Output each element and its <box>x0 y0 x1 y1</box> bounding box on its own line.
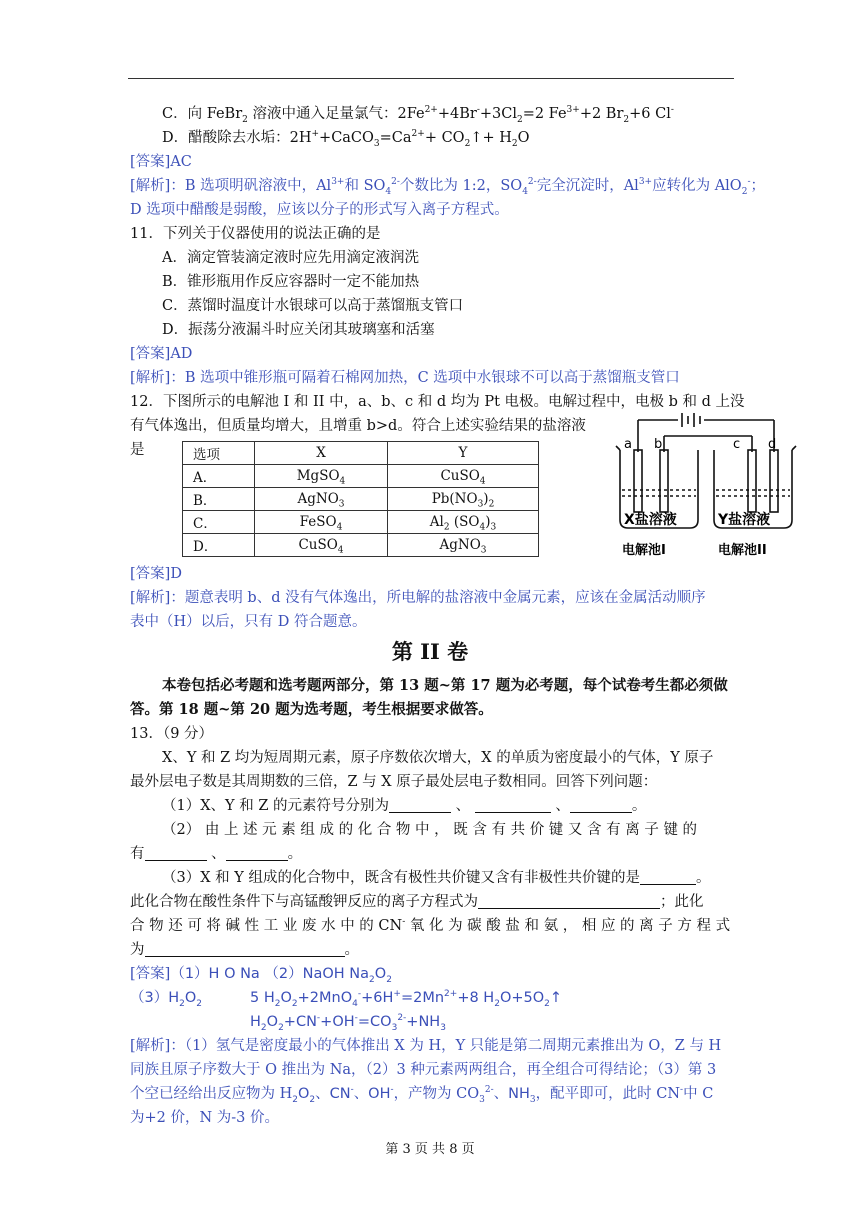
q13-subquestion-3b: 此化合物在酸性条件下与高锰酸钾反应的离子方程式为 ；此化 <box>130 894 704 910</box>
q13-subquestion-1: （1）X、Y 和 Z 的元素符号分别为 、 、 。 <box>162 798 647 814</box>
table-cell: D． <box>183 534 255 557</box>
q11-answer: [答案]AD <box>130 346 193 362</box>
q13-stem: 13．（9 分） <box>130 726 214 742</box>
q10-explanation-2: D 选项中醋酸是弱酸，应该以分子的形式写入离子方程式。 <box>130 202 509 218</box>
q12-answer: [答案]D <box>130 566 182 582</box>
table-cell: $Pb(NO_3)_2$ <box>388 488 539 511</box>
table-cell: AgNO$_3$ <box>388 534 539 557</box>
q13-answer-3-label: $(3)H_2O_2$ <box>130 990 203 1009</box>
q10-answer: [答案]AC <box>130 154 192 170</box>
page-footer: 第 3 页 共 8 页 <box>385 1142 475 1157</box>
section-title: 第 II 卷 <box>391 639 469 664</box>
q12-explanation-2: 表中（H）以后，只有 D 符合题意。 <box>130 614 367 630</box>
q11-option-a: A．滴定管装滴定液时应先用滴定液润洗 <box>162 250 419 266</box>
q10-option-d: D．醋酸除去水垢：$2H^++CaCO_3=Ca^{2+}+$ $CO_2↑+ H_2O$ <box>162 129 530 149</box>
cell-2-label: 电解池II <box>718 543 767 558</box>
table-header-row <box>183 442 539 465</box>
q13-subquestion-2b: 有 、 。 <box>130 846 303 862</box>
table-cell: A． <box>183 465 255 488</box>
q12-explanation-1: [解析]：题意表明 b、d 没有气体逸出，所电解的盐溶液中金属元素，应该在金属活动顺序 <box>130 590 706 606</box>
q13-answer-equation-1: 5 $H_2O_2+2MnO_4^-+6H^+=2Mn^{2+}+8$ $H_2O+5O_2↑$ <box>250 989 563 1009</box>
answer-blank[interactable] <box>389 796 451 813</box>
table-row <box>183 534 539 557</box>
header-rule <box>128 78 734 79</box>
q13-paragraph-2: 最外层电子数是其周期数的三倍，Z 与 X 原子最处层电子数相同。回答下列问题： <box>130 774 658 790</box>
table-header-cell: X <box>255 442 388 465</box>
q13-explanation-3: 个空已经给出反应物为 $H_2O_2$、CN-、OH-，产物为 $CO_3^{2-}$、$NH_3$，配平即可，此时 CN-中 C <box>130 1085 714 1105</box>
q11-option-c: C．蒸馏时温度计水银球可以高于蒸馏瓶支管口 <box>162 298 464 314</box>
table-header-cell: 选项 <box>183 442 255 465</box>
table-cell: $Al_2$ $(SO_4)_3$ <box>388 511 539 534</box>
table-row <box>183 511 539 534</box>
q11-option-d: D．振荡分液漏斗时应关闭其玻璃塞和活塞 <box>162 322 435 338</box>
section-intro-2: 答。第 18 题~第 20 题为选考题，考生根据要求做答。 <box>130 701 493 718</box>
answer-blank[interactable] <box>475 796 551 813</box>
q13-answer-equation-2: $H_2O_2+CN^-+OH^-=CO_3^{2-}+NH_3$ <box>250 1013 446 1033</box>
electrode-label-a: a <box>624 437 632 452</box>
table-cell: AgNO$_3$ <box>255 488 388 511</box>
q11-option-b: B．锥形瓶用作反应容器时一定不能加热 <box>162 274 420 290</box>
q13-subquestion-3d: 为 。 <box>130 942 359 958</box>
q12-stem-3: 是 <box>130 442 145 458</box>
table-cell: FeSO$_4$ <box>255 511 388 534</box>
q13-subquestion-2a: （2） 由 上 述 元 素 组 成 的 化 合 物 中 ， 既 含 有 共 价 键 又 含 有 离 子 键 的 <box>162 822 698 838</box>
q13-explanation-2: 同族且原子序数大于 O 推出为 Na，（2）3 种元素两两组合，再全组合可得结论；（3）第 3 <box>130 1062 717 1078</box>
table-cell: CuSO$_4$ <box>388 465 539 488</box>
q11-explanation: [解析]：B 选项中锥形瓶可隔着石棉网加热，C 选项中水银球不可以高于蒸馏瓶支管口 <box>130 370 680 386</box>
answer-blank[interactable] <box>145 940 345 957</box>
cell-1-label: 电解池I <box>622 543 666 558</box>
electrode-label-d: d <box>768 437 777 452</box>
q13-explanation-4: 为+2 价，N 为-3 价。 <box>130 1110 280 1126</box>
table-row <box>183 465 539 488</box>
electrode-label-b: b <box>654 437 663 452</box>
table-cell: CuSO$_4$ <box>255 534 388 557</box>
answer-blank[interactable] <box>570 796 632 813</box>
q10-explanation-1: [解析]：B 选项明矾溶液中，$Al^{3+}$和 $SO_4^{2-}$个数比为 1:2，$SO_4^{2-}$完全沉淀时，$Al^{3+}$应转化为 AlO$_2$-； <box>130 177 765 197</box>
q13-subquestion-3c: 合 物 还 可 将 碱 性 工 业 废 水 中 的 CN- 氧 化 为 碳 酸 盐 和 氨 ， 相 应 的 离 子 方 程 式 <box>130 917 731 934</box>
answer-blank[interactable] <box>145 844 207 861</box>
answer-blank[interactable] <box>478 892 660 909</box>
solution-x-label: X盐溶液 <box>624 512 677 528</box>
q12-options-table <box>182 441 539 557</box>
solution-y-label: Y盐溶液 <box>718 512 771 528</box>
electrode-label-c: c <box>733 437 741 452</box>
table-row <box>183 488 539 511</box>
answer-blank[interactable] <box>640 868 696 885</box>
q11-stem: 11．下列关于仪器使用的说法正确的是 <box>130 226 381 242</box>
q13-paragraph-1: X、Y 和 Z 均为短周期元素，原子序数依次增大，X 的单质为密度最小的气体，Y 原子 <box>162 750 714 766</box>
q12-stem-2: 有气体逸出，但质量均增大，且增重 b>d。符合上述实验结果的盐溶液 <box>130 418 586 434</box>
q12-stem-1: 12．下图所示的电解池 I 和 II 中，a、b、c 和 d 均为 Pt 电极。电解过程中，电极 b 和 d 上没 <box>130 394 745 410</box>
section-intro-1: 本卷包括必考题和选考题两部分，第 13 题~第 17 题为必考题，每个试卷考生都必须做 <box>162 677 728 694</box>
table-cell: B． <box>183 488 255 511</box>
q13-explanation-1: [解析]：（1）氢气是密度最小的气体推出 X 为 H，Y 只能是第二周期元素推出为 O，Z 与 H <box>130 1038 722 1054</box>
q13-subquestion-3a: （3）X 和 Y 组成的化合物中，既含有极性共价键又含有非极性共价键的是 。 <box>162 870 711 886</box>
table-cell: C． <box>183 511 255 534</box>
table-cell: MgSO$_4$ <box>255 465 388 488</box>
electrolysis-cells-figure <box>612 412 798 570</box>
answer-blank[interactable] <box>226 844 288 861</box>
q10-option-c: C．向 FeBr$_2$ 溶液中通入足量氯气：$2Fe^{2+}+4Br^-+3Cl_2=2$ $Fe^{3+}+2$ $Br_2+6$ Cl- <box>162 105 674 125</box>
table-header-cell: Y <box>388 442 539 465</box>
q13-answer-1: [答案]（1）H O Na （2）NaOH $Na_2O_2$ <box>130 966 392 985</box>
